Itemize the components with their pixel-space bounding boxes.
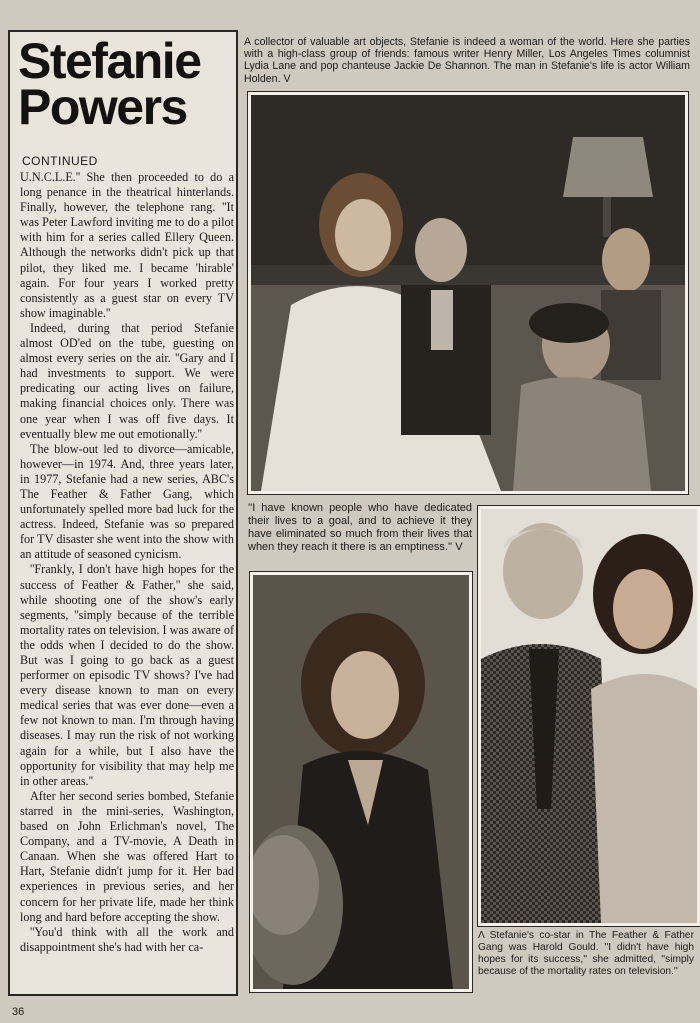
page-number: 36 (12, 1006, 25, 1018)
stefanie-portrait-photo (250, 572, 472, 992)
quote-caption: ''I have known people who have dedicated their lives to a goal, and to achieve it they have eliminated so much from their lives that when they reach it there is an emptiness.'' V (248, 502, 472, 553)
party-group-photo (248, 92, 688, 494)
bottom-photo-caption: Λ Stefanie's co-star in The Feather & Father Gang was Harold Gould. ''I didn't have high hopes for its success,'' she admitted, ''simply because of the mortality rates on television.'' (478, 930, 694, 977)
article-body (20, 170, 234, 955)
paragraph-2: Indeed, during that period Stefanie almost OD'ed on the tube, guesting on almost every series on the air. ''Gary and I had investments to support. We were predicating our acting lives on failure, making financial choices only. There was one year when I was off five days. It eventually blew me out emotionally.'' (20, 320, 234, 441)
paragraph-3: The blow-out led to divorce—amicable, however—in 1974. And, three years later, in 1977, Stefanie had a new series, ABC's The Feather & Father Gang, which unfortunately spelled more bad luck for the actress. Indeed, Stefanie was so prepared for TV disaster she went into the show with an attitude of seasoned cynicism. (20, 441, 234, 562)
paragraph-6: ''You'd think with all the work and disappointment she's had with her ca- (20, 924, 234, 954)
paragraph-4: ''Frankly, I don't have high hopes for the success of Feather & Father,'' she said, while shooting one of the show's early segments, ''simply because of the terrible mortality rates on television. I was aware of the odds when I decided to do the show. But was I going to go back as a guest performer on episodic TV shows? I've had every disease known to man on every medical series that was ever done—even a few not known to man. I'm through having diseases. I may run the risk of not working again for a while, but I also have the opportunity for visibility that may help me in other areas.'' (20, 562, 234, 788)
top-photo-caption: A collector of valuable art objects, Stefanie is indeed a woman of the world. Here she parties with a high-class group of friends: famous writer Henry Miller, Los Angeles Times columnist Lydia Lane and pop chanteuse Jackie De Shannon. The man in Stefanie's life is actor William Holden. V (244, 36, 690, 85)
paragraph-5: After her second series bombed, Stefanie starred in the mini-series, Washington, based on John Erlichman's novel, The Company, and a TV-movie, A Death in Canaan. When she was offered Hart to Hart, Stefanie didn't jump for it. Her bad experiences in previous series, and her concern for her private life, made her think long and hard before accepting the show. (20, 788, 234, 924)
continued-label: CONTINUED (22, 154, 98, 168)
headline-line-2: Powers (18, 79, 187, 135)
paragraph-1: U.N.C.L.E.'' She then proceeded to do a long penance in the theatrical hinterlands. Finally, however, the telephone rang. ''It was Peter Lawford inviting me to do a pilot with him for a series called Ellery Queen. Although the networks didn't pick up that pilot, they liked me. I became 'hirable' again. For four years I worked pretty consistently as a guest star on every TV show imaginable.'' (20, 170, 234, 320)
article-headline (18, 33, 238, 135)
article-column (8, 30, 238, 996)
harold-gould-photo (478, 506, 700, 926)
headline-line-1: Stefanie (18, 33, 201, 89)
